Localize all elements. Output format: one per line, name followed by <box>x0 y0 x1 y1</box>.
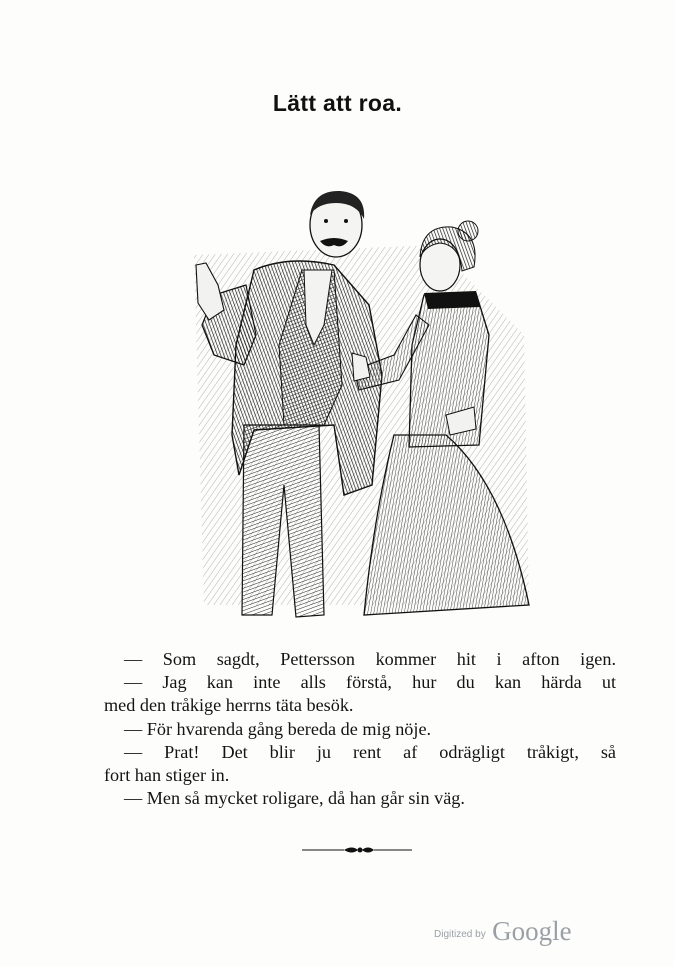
dialogue-text <box>104 648 616 810</box>
dialogue-line: — Men så mycket roligare, då han går sin väg. <box>124 788 465 809</box>
dialogue-line: — Som sagdt, Pettersson kommer hit i afton igen. <box>124 649 616 669</box>
dialogue-line: — Jag kan inte alls förstå, hur du kan härda ut <box>124 672 616 693</box>
digitized-by-google-watermark <box>434 916 572 947</box>
illustration-engraving <box>184 185 536 625</box>
ornamental-divider-icon <box>302 843 412 857</box>
dialogue-line: med den tråkige herrns täta besök. <box>104 695 354 716</box>
dialogue-line: fort han stiger in. <box>104 765 230 786</box>
dialogue-line: — För hvarenda gång bereda de mig nöje. <box>124 718 432 739</box>
page-title: Lätt att roa. <box>272 90 403 116</box>
google-logo-text: Google <box>492 916 572 946</box>
dialogue-line: — Prat! Det blir ju rent af odrägligt tråkigt, så <box>124 741 616 762</box>
watermark-prefix: Digitized by <box>434 929 486 940</box>
